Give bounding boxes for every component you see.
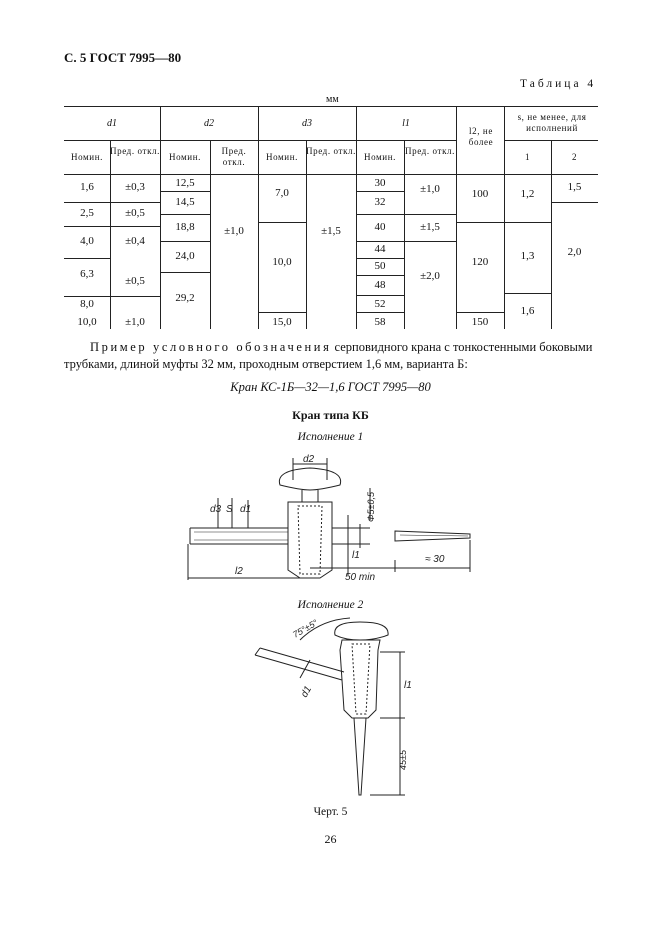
table-cell: 100 bbox=[471, 188, 489, 200]
label-d1: d1 bbox=[240, 504, 252, 515]
label-bore: Φ5±0,5 bbox=[366, 492, 376, 522]
table-cell: ±1,5 bbox=[321, 225, 341, 237]
subheader-d1-tol: Пред. откл. bbox=[110, 146, 160, 156]
table-cell: 40 bbox=[374, 221, 386, 233]
figure-caption: Черт. 5 bbox=[313, 806, 348, 818]
table-cell: 15,0 bbox=[272, 316, 292, 328]
table-cell: ±0,4 bbox=[125, 235, 145, 247]
table-cell: ±1,5 bbox=[420, 221, 440, 233]
table-cell: 29,2 bbox=[175, 292, 195, 304]
table-cell: 1,5 bbox=[567, 181, 582, 193]
table-cell: ±0,5 bbox=[125, 207, 145, 219]
table-cell: 1,3 bbox=[520, 250, 535, 262]
table-cell: ±1,0 bbox=[224, 225, 244, 237]
subheader-d2-tol: Пред. откл. bbox=[221, 146, 247, 167]
table-cell: 4,0 bbox=[80, 235, 94, 247]
valve-drawing-variant-2 bbox=[240, 610, 430, 800]
table-cell: ±1,0 bbox=[125, 316, 145, 328]
table-cell: 12,5 bbox=[175, 177, 195, 189]
label-d2: d2 bbox=[303, 454, 315, 465]
subheader-d1-nom: Номин. bbox=[70, 152, 103, 162]
table-cell: 10,0 bbox=[77, 316, 97, 328]
label-l1: l1 bbox=[352, 550, 360, 561]
table-cell: 32 bbox=[374, 196, 386, 208]
valve-drawing-variant-1 bbox=[170, 440, 490, 595]
label-approx30: ≈ 30 bbox=[425, 554, 445, 565]
table-cell: 6,3 bbox=[80, 268, 94, 280]
table-cell: 1,6 bbox=[520, 305, 535, 317]
subheader-d3-tol: Пред. откл. bbox=[306, 146, 356, 156]
table-cell: ±2,0 bbox=[420, 270, 440, 282]
table-cell: 7,0 bbox=[275, 187, 289, 199]
subheader-s-v1: 1 bbox=[524, 152, 531, 162]
table-cell: 120 bbox=[471, 256, 489, 268]
table-cell: ±0,5 bbox=[125, 275, 145, 287]
header-s: s, не менее, для исполнений bbox=[517, 112, 587, 133]
table-cell: 58 bbox=[374, 316, 386, 328]
header-d2: d2 bbox=[204, 118, 214, 129]
subheader-l1-tol: Пред. откл. bbox=[405, 146, 455, 156]
label-angle: 75°±5° bbox=[291, 617, 320, 640]
label-d1b: d1 bbox=[299, 684, 315, 700]
page-header: С. 5 ГОСТ 7995—80 bbox=[64, 50, 182, 65]
table-cell: 18,8 bbox=[175, 221, 195, 233]
table-cell: 2,5 bbox=[80, 207, 94, 219]
header-d3: d3 bbox=[302, 118, 312, 129]
table-cell: 150 bbox=[471, 316, 489, 328]
table-cell: 50 bbox=[374, 260, 386, 272]
table-cell: 24,0 bbox=[175, 250, 195, 262]
table-cell: 1,6 bbox=[80, 181, 94, 193]
label-d3: d3 bbox=[210, 504, 222, 515]
designation-example: Кран КС-1Б—32—1,6 ГОСТ 7995—80 bbox=[230, 380, 431, 394]
variant-1-label: Исполнение 1 bbox=[297, 431, 364, 443]
table-cell: ±1,0 bbox=[420, 183, 440, 195]
label-50min: 50 min bbox=[345, 572, 376, 583]
header-l1: l1 bbox=[402, 118, 410, 129]
example-paragraph: Пример условного обозначения серповидного крана с тонкостенными боковыми трубками, длиной муфты 32 мм, проходным отверстием 1,6 мм, варианта Б: bbox=[64, 340, 593, 371]
table-cell: 52 bbox=[374, 298, 386, 310]
header-l2: l2, не более bbox=[468, 126, 494, 147]
table-cell: 1,2 bbox=[520, 188, 535, 200]
table-cell: 30 bbox=[374, 177, 386, 189]
unit-label: мм bbox=[326, 94, 339, 105]
table-cell: 10,0 bbox=[272, 256, 292, 268]
subheader-s-v2: 2 bbox=[571, 152, 578, 162]
section-title: Кран типа КБ bbox=[292, 408, 369, 422]
subheader-d3-nom: Номин. bbox=[265, 152, 298, 162]
subheader-d2-nom: Номин. bbox=[168, 152, 201, 162]
table-cell: 8,0 bbox=[80, 298, 94, 310]
label-l1b: l1 bbox=[404, 680, 412, 691]
label-s: S bbox=[226, 504, 233, 515]
table-cell: 2,0 bbox=[567, 246, 582, 258]
table-caption: Таблица 4 bbox=[520, 78, 597, 90]
table-cell: 44 bbox=[374, 243, 386, 255]
table-cell: ±0,3 bbox=[125, 181, 145, 193]
variant-2-label: Исполнение 2 bbox=[297, 599, 364, 611]
table-cell: 48 bbox=[374, 279, 386, 291]
label-45: 45±5 bbox=[398, 750, 408, 770]
header-d1: d1 bbox=[107, 118, 117, 129]
subheader-l1-nom: Номин. bbox=[363, 152, 396, 162]
page-number: 26 bbox=[324, 832, 337, 846]
label-l2: l2 bbox=[235, 566, 243, 577]
table-cell: 14,5 bbox=[175, 196, 195, 208]
